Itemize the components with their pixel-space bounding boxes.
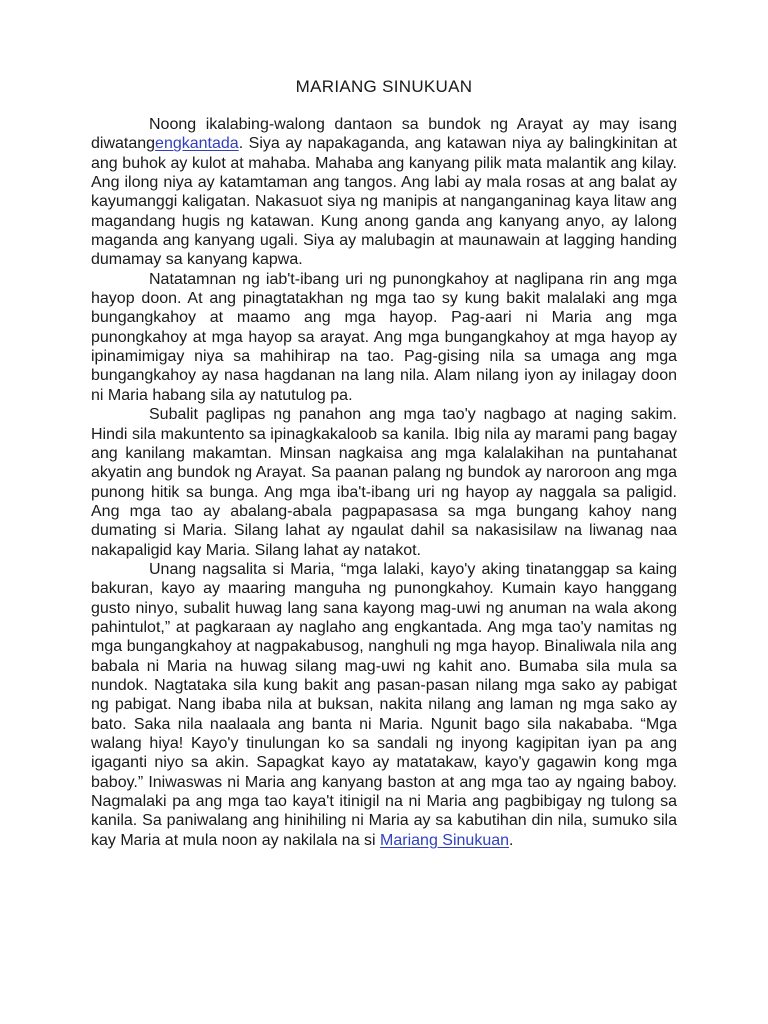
engkantada-link[interactable]: engkantada: [155, 135, 239, 153]
paragraph-1: [91, 115, 677, 270]
document-title: MARIANG SINUKUAN: [295, 77, 473, 96]
paragraph-4: [91, 560, 677, 850]
paragraph-4-text-start: Unang nagsalita si Maria, “mga lalaki, kayo'y aking tinatanggap sa kaing bakuran, kayo ay maaring manguha ng punongkahoy. Kumain kayo hanggang gusto ninyo, subalit huwag lang sana kayong mag-uwi ng anuman na wala akong pahintulot,” at pagkaraan ay naglaho ang engkantada. Ang mga tao'y namitas ng mga bungangkahoy at nagpakabusog, nanghuli ng mga hayop. Binaliwala nila ang babala ni Maria na huwag silang mag-uwi ng kahit ano. Bumaba sila mula sa nundok. Nagtataka sila kung bakit ang pasan-pasan nilang mga sako ay pabigat ng pabigat. Nang ibaba nila at buksan, nakita nilang ang laman ng mga sako ay bato. Saka nila naalaala ang banta ni Maria. Ngunit bago sila nakababa. “Mga walang hiya! Kayo'y tinulungan ko sa sandali ng inyong kagipitan iyan pa ang igaganti niyo sa akin. Sapagkat kayo ay matatakaw, kayo'y gagawin kong mga baboy.” Iniwaswas ni Maria ang kanyang baston at ang mga tao ay ngaing baboy. Nagmalaki pa ang mga tao kaya't itinigil na ni Maria ang pagbibigay ng tulong sa kanila. Sa paniwalang ang hinihiling ni Maria ay sa kabutihan din nila, sumuko sila kay Maria at mula noon ay nakilala na si: [91, 560, 677, 849]
paragraph-4-text-end: .: [509, 831, 514, 849]
paragraph-2: Natatamnan ng iab't-ibang uri ng punongkahoy at naglipana rin ang mga hayop doon. At ang pinagtatakhan ng mga tao sy kung bakit malalaki ang mga bungangkahoy at maamo ang mga hayop. Pag-aari ni Maria ang mga punongkahoy at mga hayop sa arayat. Ang mga bungangkahoy at mga hayop ay ipinamimigay niya sa mahihirap na tao. Pag-gising nila sa umaga ang mga bungangkahoy ay nasa hagdanan na lang nila. Alam nilang iyon ay inilagay doon ni Maria habang sila ay natutulog pa.: [91, 270, 677, 404]
story-body: [91, 115, 677, 850]
paragraph-1-text-end: . Siya ay napakaganda, ang katawan niya ay balingkinitan at ang buhok ay kulot at mahaba. Mahaba ang kanyang pilik mata malantik ang kilay. Ang ilong niya ay katamtaman ang tangos. Ang labi ay mala rosas at ang balat ay kayumanggi kaligatan. Nakasuot siya ng manipis at nanganganinag kaya litaw ang magandang hugis ng katawan. Kung anong ganda ang kanyang anyo, ay lalong maganda ang kanyang ugali. Siya ay malubagin at maunawain at lagging handing dumamay sa kanyang kapwa.: [91, 135, 677, 269]
paragraph-1-text-start: Noong ikalabing-walong dantaon sa bundok ng Arayat ay may isang diwatang: [91, 116, 677, 153]
paragraph-3: Subalit paglipas ng panahon ang mga tao'y nagbago at naging sakim. Hindi sila makuntento sa ipinagkakaloob sa kanila. Ibig nila ay marami pang bagay ang kanilang makamtan. Minsan nagkaisa ang mga kalalakihan na puntahanat akyatin ang bundok ng Arayat. Sa paanan palang ng bundok ay naroroon ang mga punong hitik sa bunga. Ang mga iba't-ibang uri ng hayop ay naggala sa paligid. Ang mga tao ay abalang-abala pagpapasasa sa mga bungang kahoy nang dumating si Maria. Silang lahat ay ngaulat dahil sa nakasisilaw na liwanag naa nakapaligid kay Maria. Silang lahat ay natakot.: [91, 406, 677, 559]
mariang-sinukuan-link[interactable]: Mariang Sinukuan: [380, 831, 510, 849]
